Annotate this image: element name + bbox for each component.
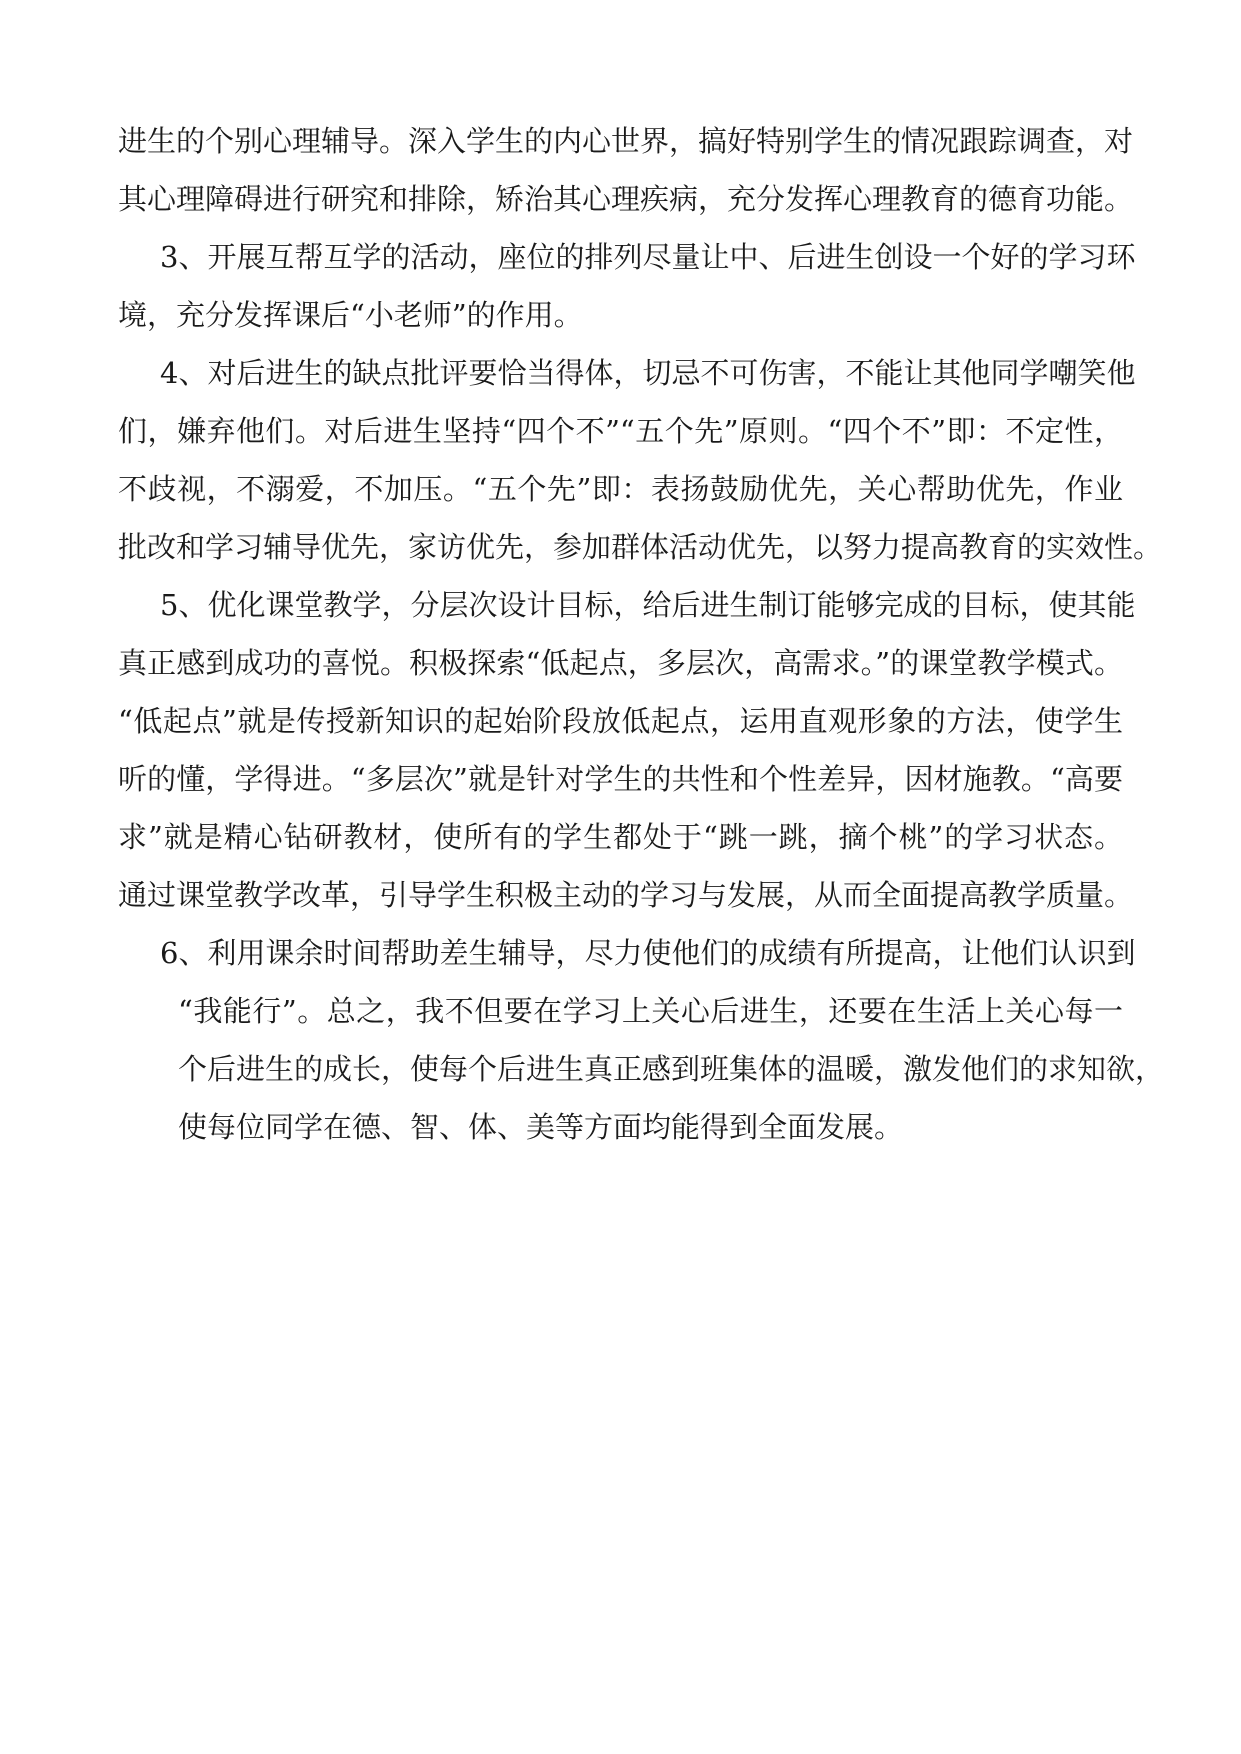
text-line: 批改和学习辅导优先，家访优先，参加群体活动优先，以努力提高教育的实效性。 [118,530,1163,564]
text-line: 真正感到成功的喜悦。积极探索“低起点，多层次，高需求。”的课堂教学模式。 [118,646,1123,680]
paragraph-psych-guidance [118,112,1134,228]
text-line: “我能行”。总之，我不但要在学习上关心后进生，还要在生活上关心每一 [178,994,1123,1028]
text-line: 个后进生的成长，使每个后进生真正感到班集体的温暖，激发他们的求知欲， [178,1052,1165,1086]
text-line: 使每位同学在德、智、体、美等方面均能得到全面发展。 [178,1110,904,1144]
text-line: 其心理障碍进行研究和排除，矫治其心理疾病，充分发挥心理教育的德育功能。 [118,182,1134,216]
text-line: “低起点”就是传授新知识的起始阶段放低起点，运用直观形象的方法，使学生 [118,704,1123,738]
paragraph-item-5 [118,576,1136,924]
text-line: 求”就是精心钻研教材，使所有的学生都处于“跳一跳，摘个桃”的学习状态。 [118,820,1123,854]
text-line: 4、对后进生的缺点批评要恰当得体，切忌不可伤害，不能让其他同学嘲笑他 [160,356,1136,390]
paragraph-item-3 [118,228,1136,344]
text-line: 3、开展互帮互学的活动，座位的排列尽量让中、后进生创设一个好的学习环 [160,240,1136,274]
text-line: 们，嫌弃他们。对后进生坚持“四个不”“五个先”原则。“四个不”即：不定性， [118,414,1123,448]
text-line: 听的懂，学得进。“多层次”就是针对学生的共性和个性差异，因材施教。“高要 [118,762,1123,796]
text-line: 进生的个别心理辅导。深入学生的内心世界，搞好特别学生的情况跟踪调查，对 [118,124,1134,158]
text-line: 境，充分发挥课后“小老师”的作用。 [118,298,583,332]
text-line: 通过课堂教学改革，引导学生积极主动的学习与发展，从而全面提高教学质量。 [118,878,1134,912]
text-line: 5、优化课堂教学，分层次设计目标，给后进生制订能够完成的目标，使其能 [160,588,1136,622]
document-body [118,112,1165,1156]
paragraph-item-4 [118,344,1163,576]
paragraph-item-6 [118,924,1165,1156]
text-line: 6、利用课余时间帮助差生辅导，尽力使他们的成绩有所提高，让他们认识到 [160,936,1136,970]
text-line: 不歧视，不溺爱，不加压。“五个先”即：表扬鼓励优先，关心帮助优先，作业 [118,472,1123,506]
